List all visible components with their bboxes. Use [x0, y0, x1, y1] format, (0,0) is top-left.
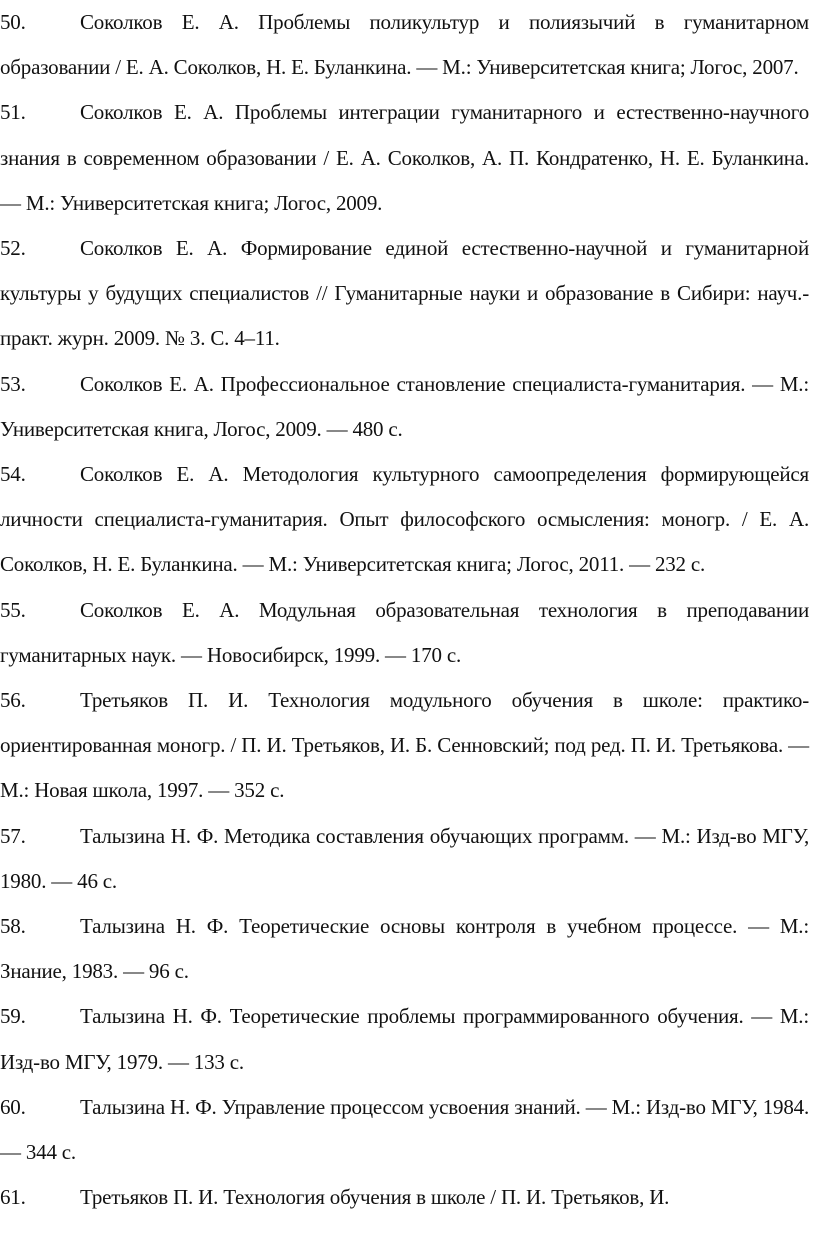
- bibliography-entry-55: [0, 588, 809, 678]
- bibliography-entry-60: [0, 1085, 809, 1175]
- entry-number: 56.: [0, 688, 26, 713]
- bibliography-entry-57: [0, 814, 809, 904]
- entry-text: Талызина Н. Ф. Методика составления обучающих программ. — М.: Изд-во МГУ, 1980. — 46 с.: [0, 823, 809, 893]
- entry-number: 57.: [0, 823, 26, 848]
- entry-text: Талызина Н. Ф. Теоретические проблемы программированного обучения. — М.: Изд-во МГУ, 1979. — 133 с.: [0, 1004, 809, 1074]
- bibliography-entry-52: [0, 226, 809, 362]
- entry-number: 55.: [0, 597, 26, 622]
- entry-text: Талызина Н. Ф. Теоретические основы контроля в учебном процессе. — М.: Знание, 1983. — 96 с.: [0, 914, 809, 984]
- bibliography-entry-61: [0, 1175, 809, 1220]
- bibliography-entry-59: [0, 994, 809, 1084]
- entry-number: 52.: [0, 236, 26, 261]
- entry-number: 58.: [0, 914, 26, 939]
- entry-text: Соколков Е. А. Формирование единой естественно-научной и гуманитарной культуры у будущих специалистов // Гуманитарные науки и образование в Сибири: науч.-практ. журн. 2009. № 3. С. 4–11.: [0, 236, 809, 351]
- entry-text: Талызина Н. Ф. Управление процессом усвоения знаний. — М.: Изд-во МГУ, 1984. — 344 с.: [0, 1094, 809, 1165]
- bibliography-entry-51: [0, 90, 809, 226]
- entry-text: Соколков Е. А. Проблемы интеграции гуманитарного и естественно-научного знания в современном образовании / Е. А. Соколков, А. П. Кондратенко, Н. Е. Буланкина. — М.: Университетская книга; Логос, 2009.: [0, 100, 809, 215]
- entry-number: 59.: [0, 1004, 26, 1029]
- entry-number: 51.: [0, 100, 26, 125]
- entry-number: 61.: [0, 1185, 26, 1210]
- bibliography-entry-53: [0, 362, 809, 452]
- bibliography-entry-58: [0, 904, 809, 994]
- entry-text: Третьяков П. И. Технология обучения в школе / П. И. Третьяков, И.: [80, 1185, 670, 1210]
- entry-number: 54.: [0, 462, 26, 487]
- entry-number: 50.: [0, 10, 26, 34]
- entry-text: Соколков Е. А. Профессиональное становление специалиста-гуманитария. — М.: Университетская книга, Логос, 2009. — 480 с.: [0, 371, 809, 441]
- entry-text: Соколков Е. А. Проблемы поликультур и полиязычий в гуманитарном образовании / Е. А. Соколков, Н. Е. Буланкина. — М.: Университетская книга; Логос, 2007.: [0, 10, 809, 80]
- bibliography-entry-50: [0, 0, 809, 90]
- entry-text: Третьяков П. И. Технология модульного обучения в школе: практико-ориентированная моногр. / П. И. Третьяков, И. Б. Сенновский; под ред. П. И. Третьякова. — М.: Новая школа, 1997. — 352 с.: [0, 688, 809, 803]
- entry-number: 60.: [0, 1094, 26, 1119]
- entry-text: Соколков Е. А. Методология культурного самоопределения формирующейся личности специалиста-гуманитария. Опыт философского осмысления: моногр. / Е. А. Соколков, Н. Е. Буланкина. — М.: Университетская книга; Логос, 2011. — 232 с.: [0, 462, 809, 577]
- entry-text: Соколков Е. А. Модульная образовательная технология в преподавании гуманитарных наук. — Новосибирск, 1999. — 170 с.: [0, 597, 809, 667]
- entry-number: 53.: [0, 371, 26, 396]
- bibliography-entry-54: [0, 452, 809, 588]
- bibliography-entry-56: [0, 678, 809, 814]
